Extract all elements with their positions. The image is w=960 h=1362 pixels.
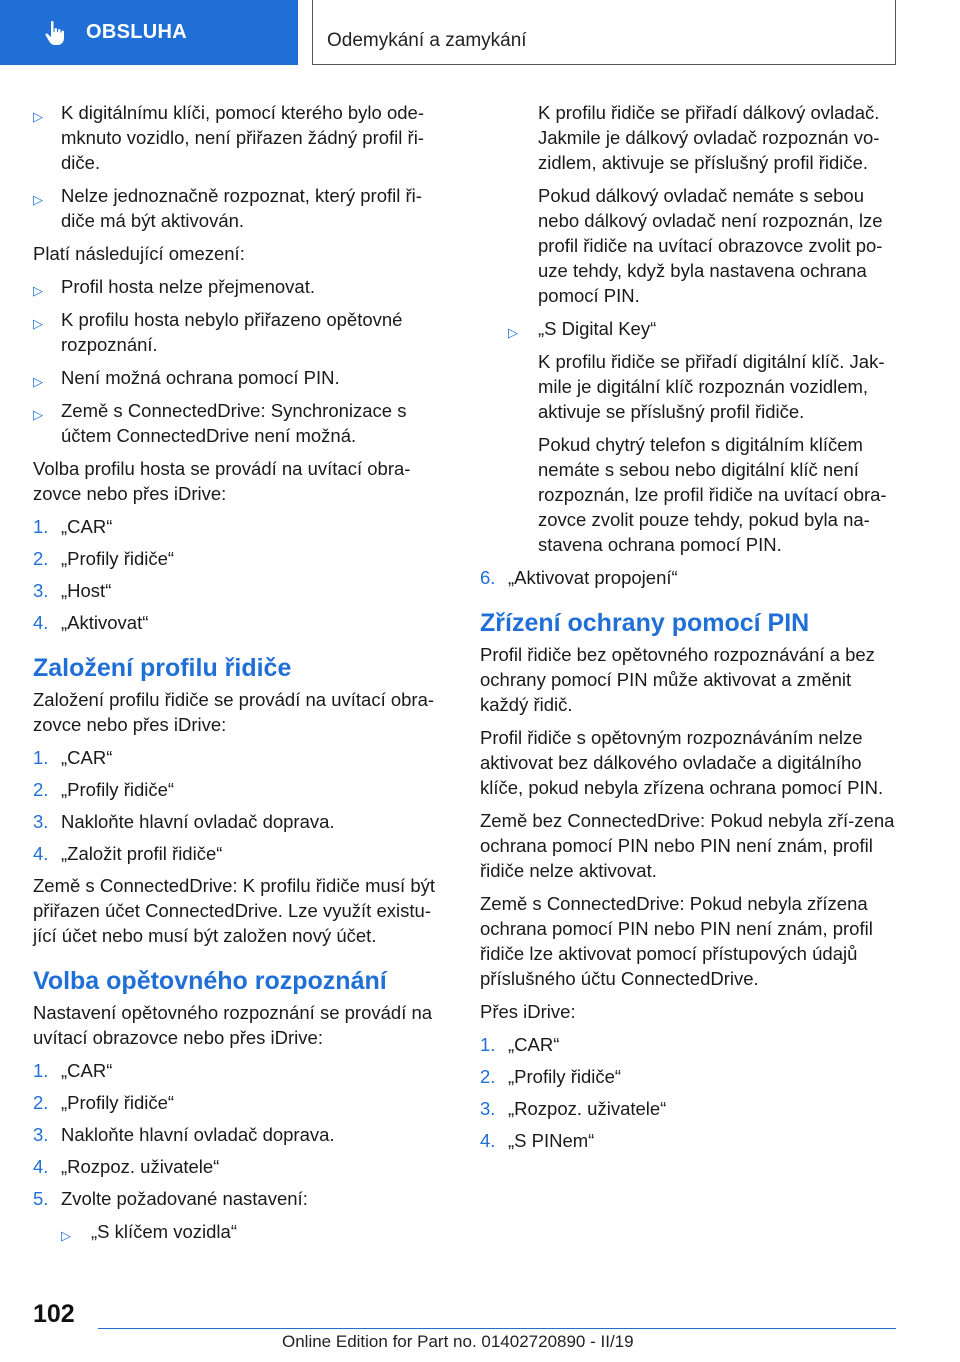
section-heading: Zřízení ochrany pomocí PIN	[480, 609, 810, 637]
triangle-bullet-icon: ▷	[33, 407, 43, 422]
triangle-bullet-icon: ▷	[33, 316, 43, 331]
paragraph: Platí následující omezení:	[33, 243, 245, 264]
section-tab-label: OBSLUHA	[86, 21, 187, 43]
section-heading: Volba opětovného rozpoznání	[33, 967, 387, 995]
section-tab	[0, 0, 298, 65]
triangle-bullet-icon: ▷	[33, 109, 43, 124]
footer-divider	[98, 1328, 896, 1329]
page-title: Odemykání a zamykání	[327, 30, 527, 51]
paragraph: Přes iDrive:	[480, 1001, 576, 1022]
step-item: 5. Zvolte požadované nastavení: ▷ „S klíčem vozidla“	[33, 1186, 451, 1244]
sub-list	[61, 1219, 451, 1244]
step-item: 3. Nakloňte hlavní ovladač doprava.	[33, 811, 335, 832]
sub-list-item: ▷ „S Digital Key“ K profilu řidiče se přiřadí digitální klíč. Jak-mile je digitální klíč rozpoznán vozidlem, aktivuje se příslušný profil řidiče. Pokud chytrý telefon s digitálním klíčem nemáte s sebou nebo digitální klíč není rozpoznán, lze profil řidiče na uvítací obra-zovce zvolit pouze tehdy, pokud byla na-stavena ochrana pomocí PIN.	[508, 316, 898, 557]
step-item: 4. „Rozpoz. uživatele“	[33, 1156, 220, 1177]
triangle-bullet-icon: ▷	[508, 325, 518, 340]
paragraph: K profilu řidiče se přiřadí digitální klíč. Jak-mile je digitální klíč rozpoznán vozidlem, aktivuje se příslušný profil řidiče.	[538, 351, 885, 422]
page-number: 102	[33, 1300, 75, 1328]
triangle-bullet-icon: ▷	[33, 283, 43, 298]
step-item: 2. „Profily řidiče“	[33, 779, 175, 800]
triangle-bullet-icon: ▷	[33, 374, 43, 389]
header-box	[312, 0, 896, 65]
list-item: ▷ K profilu hosta nebylo přiřazeno opětovné rozpoznání.	[33, 309, 403, 355]
step-item: 4. „Založit profil řidiče“	[33, 843, 223, 864]
list-item: ▷ Profil hosta nelze přejmenovat.	[33, 274, 451, 299]
paragraph: Pokud dálkový ovladač nemáte s sebou nebo dálkový ovladač není rozpoznán, lze profil řidiče na uvítací obrazovce zvolit po-uze tehdy, když byla nastavena ochrana pomocí PIN.	[538, 185, 883, 306]
list-item: ▷ Nelze jednoznačně rozpoznat, který profil ři-diče má být aktivován.	[33, 185, 422, 231]
step-item: 4. „Aktivovat“	[33, 612, 149, 633]
paragraph: Profil řidiče bez opětovného rozpoznávání a bez ochrany pomocí PIN může aktivovat a změnit každý řidič.	[480, 644, 875, 715]
step-item: 1. „CAR“	[33, 747, 113, 768]
step-item: 2. „Profily řidiče“	[33, 548, 175, 569]
section-heading: Založení profilu řidiče	[33, 654, 292, 682]
list-item: ▷ Země s ConnectedDrive: Synchronizace s účtem ConnectedDrive není možná.	[33, 400, 407, 446]
step-item: 1. „CAR“	[33, 1060, 113, 1081]
paragraph: Země bez ConnectedDrive: Pokud nebyla zří-zena ochrana pomocí PIN nebo PIN není znám, profil řidiče nelze aktivovat.	[480, 810, 895, 881]
step-item: 3. Nakloňte hlavní ovladač doprava.	[33, 1124, 335, 1145]
triangle-bullet-icon: ▷	[33, 192, 43, 207]
left-column	[33, 100, 451, 1252]
paragraph: Země s ConnectedDrive: Pokud nebyla zřízena ochrana pomocí PIN nebo PIN není znám, profil řidiče lze aktivovat pomocí přístupových údajů příslušného účtu ConnectedDrive.	[480, 893, 873, 989]
hand-pointer-icon	[40, 18, 70, 48]
paragraph: Založení profilu řidiče se provádí na uvítací obra-zovce nebo přes iDrive:	[33, 689, 435, 735]
triangle-bullet-icon: ▷	[61, 1228, 71, 1243]
step-item: 1. „CAR“	[33, 516, 113, 537]
sub-list-item: ▷ „S klíčem vozidla“	[61, 1219, 451, 1244]
paragraph: Nastavení opětovného rozpoznání se provádí na uvítací obrazovce nebo přes iDrive:	[33, 1002, 433, 1048]
list-item: ▷ Není možná ochrana pomocí PIN.	[33, 365, 451, 390]
paragraph: K profilu řidiče se přiřadí dálkový ovladač. Jakmile je dálkový ovladač rozpoznán vo-zidlem, aktivuje se příslušný profil řidiče.	[538, 102, 880, 173]
paragraph: Volba profilu hosta se provádí na uvítací obra-zovce nebo přes iDrive:	[33, 458, 411, 504]
step-item: 3. „Host“	[33, 580, 112, 601]
paragraph: Profil řidiče s opětovným rozpoznáváním nelze aktivovat bez dálkového ovladače a digitálního klíče, pokud nebyla zřízena ochrana pomocí PIN.	[480, 727, 884, 798]
sub-item-continuation	[480, 100, 898, 308]
step-item: 3. „Rozpoz. uživatele“	[480, 1098, 667, 1119]
step-item: 4. „S PINem“	[480, 1130, 595, 1151]
list-item: ▷ K digitálnímu klíči, pomocí kterého bylo ode-mknuto vozidlo, není přiřazen žádný profil ři-diče.	[33, 102, 424, 173]
footer-edition: Online Edition for Part no. 01402720890 - II/19	[282, 1332, 634, 1351]
step-item: 2. „Profily řidiče“	[33, 1092, 175, 1113]
paragraph: Pokud chytrý telefon s digitálním klíčem nemáte s sebou nebo digitální klíč není rozpoznán, lze profil řidiče na uvítací obra-zovce zvolit pouze tehdy, pokud byla na-stavena ochrana pomocí PIN.	[538, 434, 887, 555]
step-item: 6. „Aktivovat propojení“	[480, 567, 678, 588]
step-item: 1. „CAR“	[480, 1034, 560, 1055]
paragraph: Země s ConnectedDrive: K profilu řidiče musí být přiřazen účet ConnectedDrive. Lze využít existu-jící účet nebo musí být založen nový účet.	[33, 875, 436, 946]
right-column	[480, 100, 898, 1160]
step-item: 2. „Profily řidiče“	[480, 1066, 622, 1087]
